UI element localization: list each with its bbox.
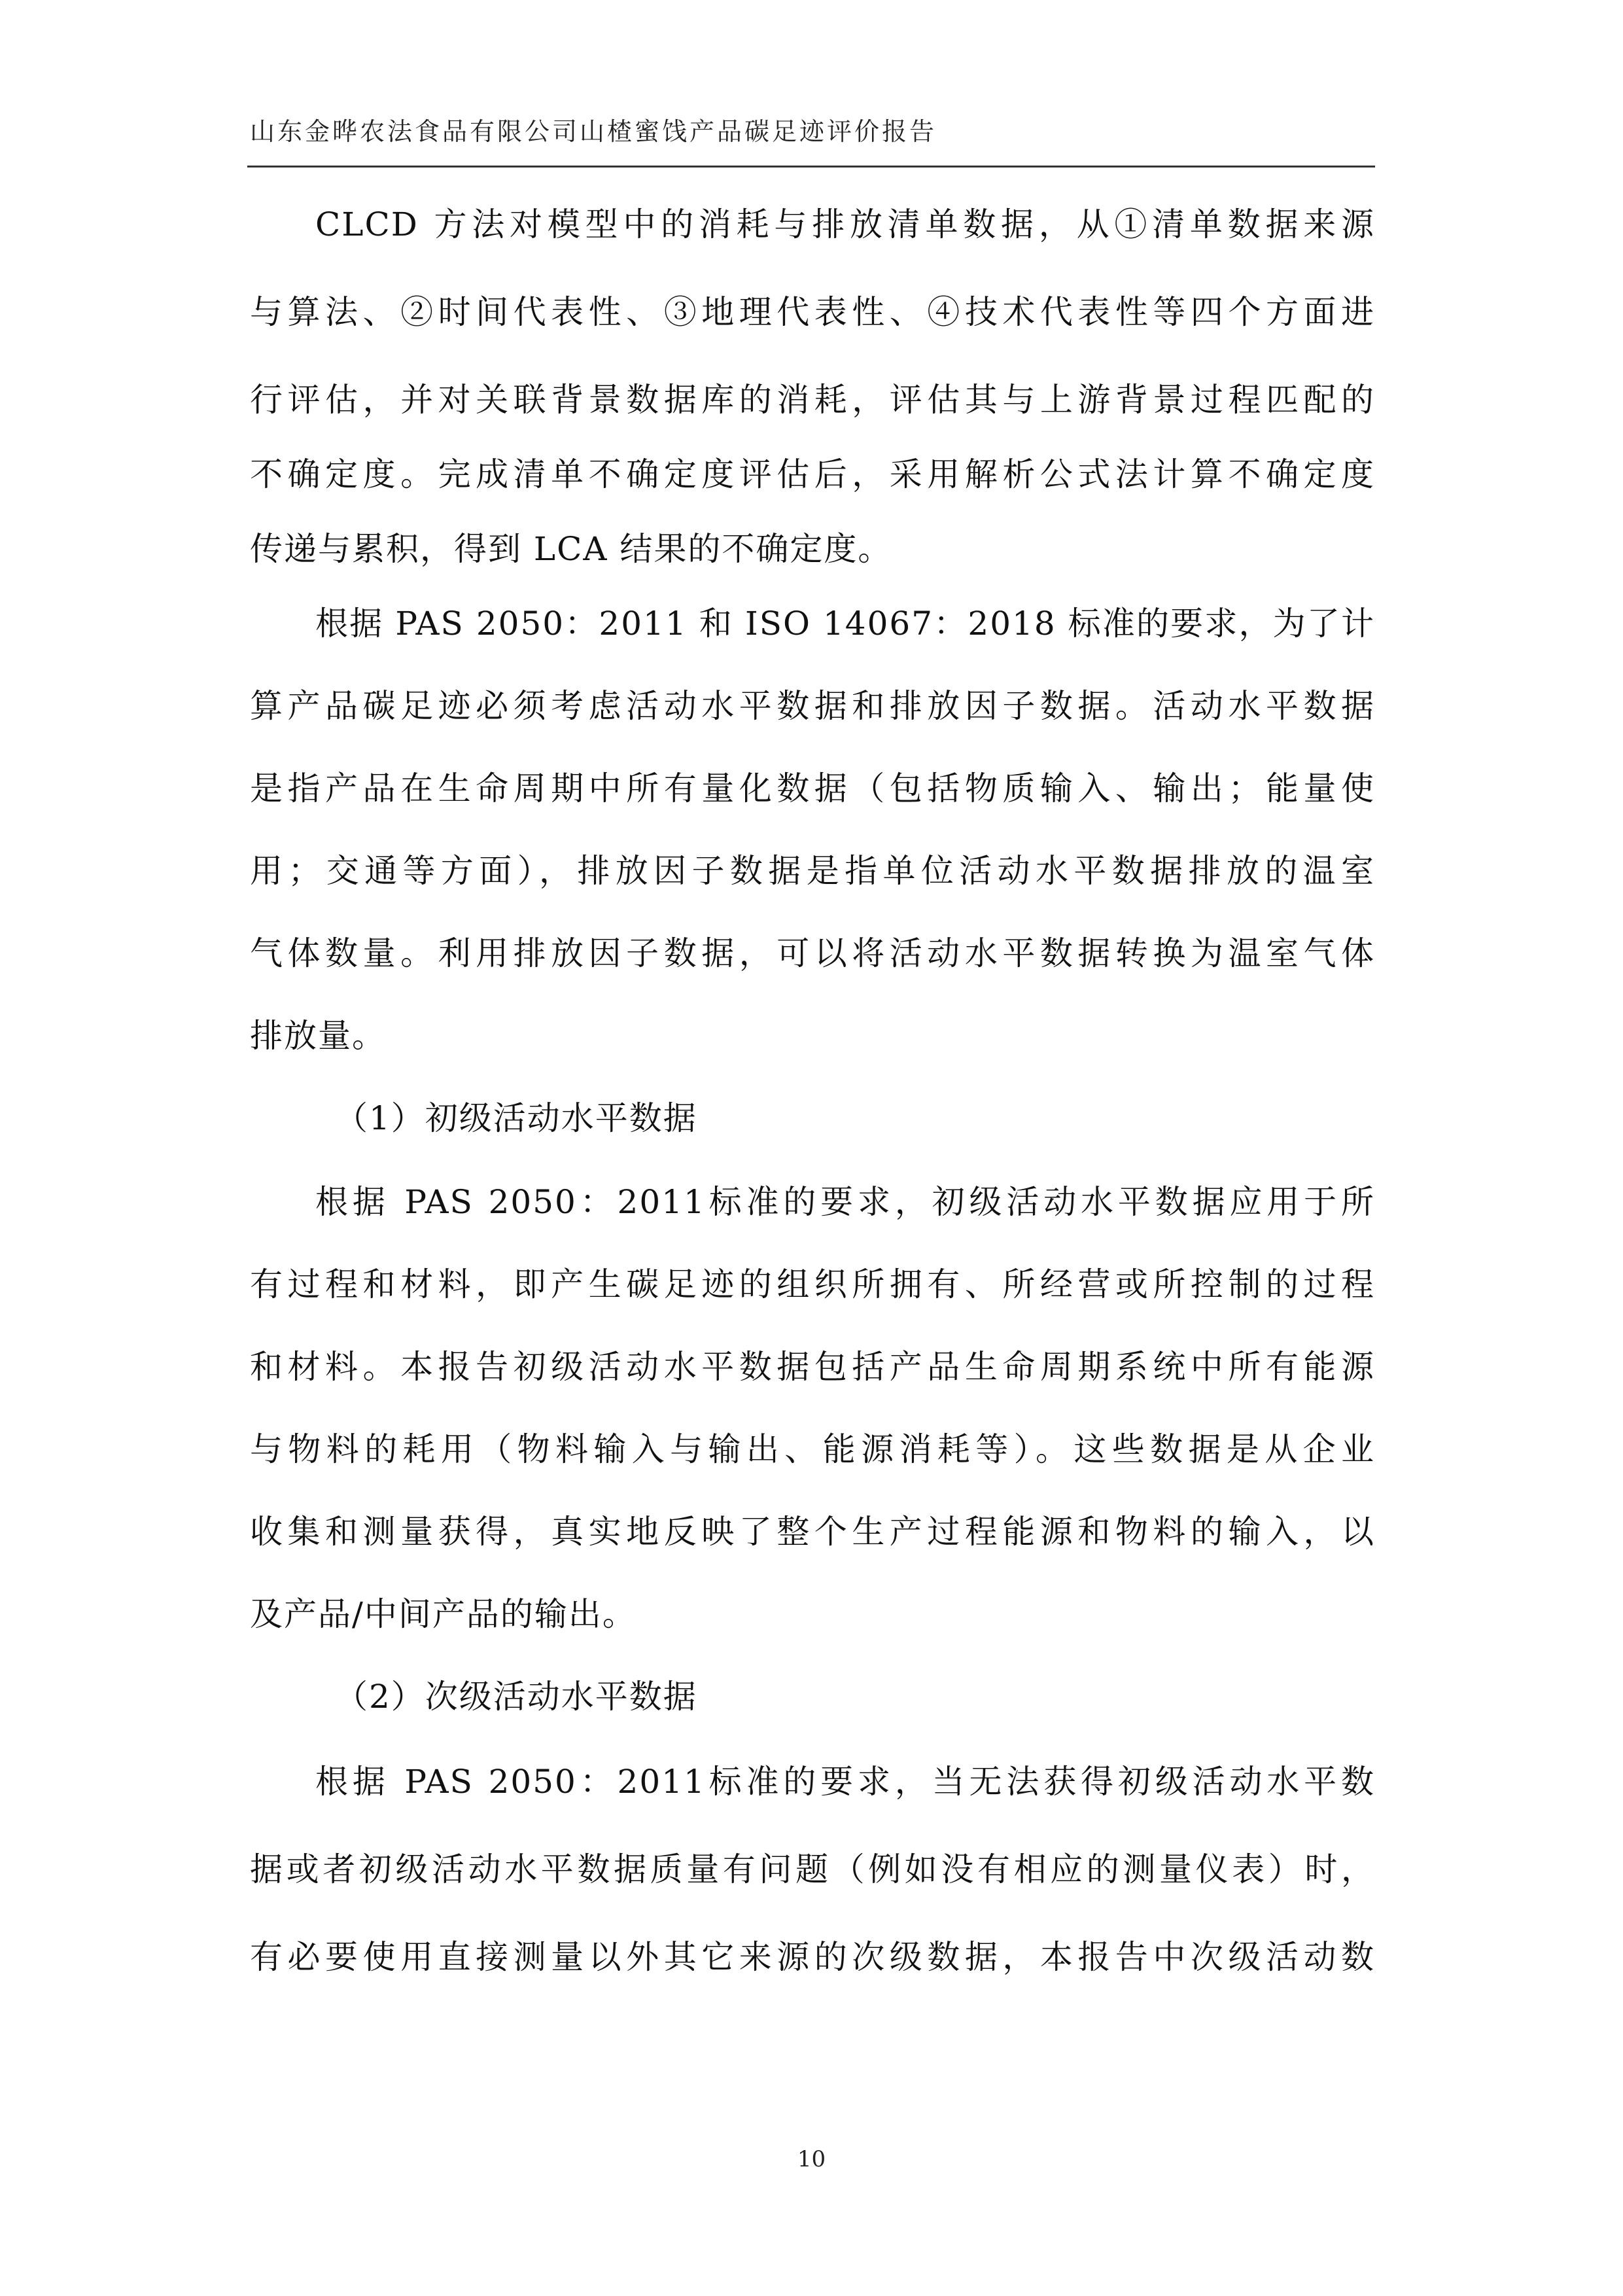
paragraph-2-line-1: 根据 PAS 2050：2011 和 ISO 14067：2018 标准的要求，为了计 <box>315 605 1375 643</box>
paragraph-2-line-6: 排放量。 <box>250 1017 386 1055</box>
paragraph-3-line-5: 收集和测量获得，真实地反映了整个生产过程能源和物料的输入，以 <box>250 1513 1375 1551</box>
paragraph-1-line-5: 传递与累积，得到 LCA 结果的不确定度。 <box>250 530 892 568</box>
header-divider <box>247 166 1375 168</box>
paragraph-1-line-3: 行评估，并对关联背景数据库的消耗，评估其与上游背景过程匹配的 <box>250 381 1375 419</box>
paragraph-3-line-6: 及产品/中间产品的输出。 <box>250 1595 637 1633</box>
paragraph-1-line-4: 不确定度。完成清单不确定度评估后，采用解析公式法计算不确定度 <box>250 455 1375 493</box>
section-heading-secondary-data: （2）次级活动水平数据 <box>335 1678 697 1716</box>
running-header: 山东金晔农法食品有限公司山楂蜜饯产品碳足迹评价报告 <box>250 117 937 146</box>
paragraph-1-line-2: 与算法、②时间代表性、③地理代表性、④技术代表性等四个方面进 <box>250 293 1375 331</box>
page-number: 10 <box>797 2146 826 2172</box>
paragraph-3-line-1: 根据 PAS 2050：2011标准的要求，初级活动水平数据应用于所 <box>315 1183 1375 1221</box>
paragraph-2-line-5: 气体数量。利用排放因子数据，可以将活动水平数据转换为温室气体 <box>250 934 1375 972</box>
paragraph-3-line-4: 与物料的耗用（物料输入与输出、能源消耗等）。这些数据是从企业 <box>250 1430 1375 1468</box>
paragraph-4-line-3: 有必要使用直接测量以外其它来源的次级数据，本报告中次级活动数 <box>250 1938 1375 1976</box>
paragraph-2-line-3: 是指产品在生命周期中所有量化数据（包括物质输入、输出；能量使 <box>250 769 1375 807</box>
section-heading-primary-data: （1）初级活动水平数据 <box>335 1099 697 1137</box>
paragraph-3-line-3: 和材料。本报告初级活动水平数据包括产品生命周期系统中所有能源 <box>250 1348 1375 1386</box>
document-body <box>250 205 1375 1976</box>
paragraph-4-line-1: 根据 PAS 2050：2011标准的要求，当无法获得初级活动水平数 <box>315 1763 1375 1801</box>
paragraph-2-line-2: 算产品碳足迹必须考虑活动水平数据和排放因子数据。活动水平数据 <box>250 687 1375 725</box>
paragraph-3-line-2: 有过程和材料，即产生碳足迹的组织所拥有、所经营或所控制的过程 <box>250 1265 1375 1303</box>
paragraph-4-line-2: 据或者初级活动水平数据质量有问题（例如没有相应的测量仪表）时， <box>250 1850 1375 1888</box>
paragraph-1-line-1: CLCD 方法对模型中的消耗与排放清单数据，从①清单数据来源 <box>315 205 1375 243</box>
paragraph-2-line-4: 用；交通等方面），排放因子数据是指单位活动水平数据排放的温室 <box>250 852 1375 890</box>
